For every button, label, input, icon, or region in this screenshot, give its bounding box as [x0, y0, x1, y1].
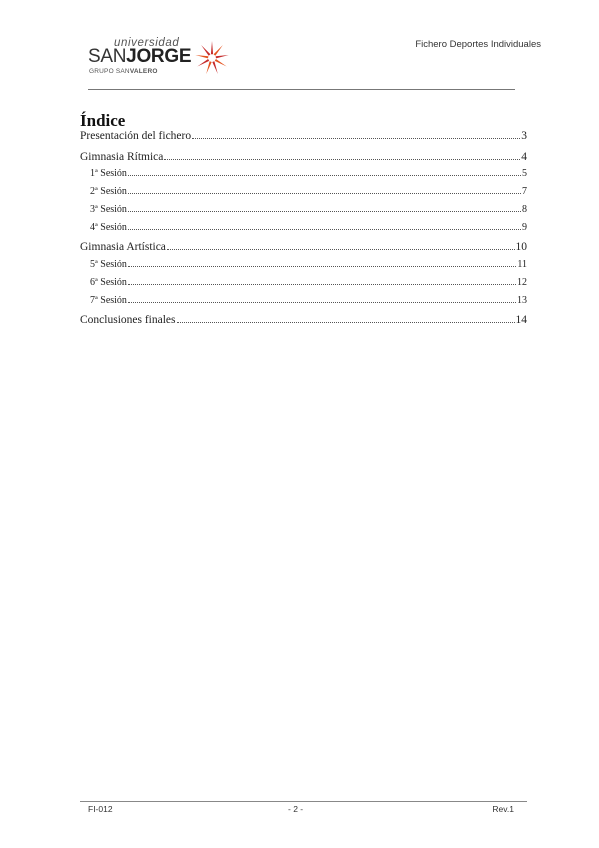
- toc-entry[interactable]: [90, 186, 527, 197]
- header-divider: [88, 89, 515, 90]
- logo-star-icon: [194, 39, 230, 77]
- toc-dot-leader: [167, 249, 515, 250]
- toc-dot-leader: [164, 159, 520, 160]
- toc-entry-page: 13: [517, 295, 527, 306]
- toc-entry-label: 5ª Sesión: [90, 259, 127, 270]
- toc-entry[interactable]: [80, 314, 527, 326]
- logo-main-text-a: SAN: [88, 46, 127, 67]
- logo-top-text: universidad: [114, 37, 180, 49]
- toc-entry-label: Gimnasia Rítmica: [80, 151, 164, 163]
- footer-page-number: - 2 -: [288, 804, 304, 814]
- toc-entry-label: Conclusiones finales: [80, 314, 176, 326]
- toc-entry-page: 9: [522, 222, 527, 233]
- toc-entry-page: 4: [521, 151, 527, 163]
- logo-sub-text-b: VALERO: [129, 68, 158, 75]
- toc-entry-label: 1ª Sesión: [90, 168, 127, 179]
- toc-entry-page: 12: [517, 277, 527, 288]
- logo-sub-text-a: GRUPO SAN: [89, 68, 130, 75]
- toc-entry-page: 10: [515, 241, 527, 253]
- toc-entry[interactable]: [90, 204, 527, 215]
- footer-revision: Rev.1: [492, 804, 514, 814]
- toc-entry-page: 7: [522, 186, 527, 197]
- logo-main-text-b: JORGE: [126, 46, 192, 67]
- toc-entry-label: 3ª Sesión: [90, 204, 127, 215]
- university-logo: [88, 37, 238, 79]
- toc-entry-label: 2ª Sesión: [90, 186, 127, 197]
- toc-dot-leader: [128, 302, 516, 303]
- toc-entry-page: 3: [521, 130, 527, 142]
- toc-dot-leader: [128, 284, 516, 285]
- toc-entry[interactable]: [90, 259, 527, 270]
- toc-dot-leader: [128, 175, 521, 176]
- toc-entry-page: 8: [522, 204, 527, 215]
- toc-entry[interactable]: [80, 151, 527, 163]
- toc-heading: Índice: [80, 111, 126, 130]
- toc-entry-page: 14: [515, 314, 527, 326]
- toc-dot-leader: [128, 211, 521, 212]
- toc-entry[interactable]: [90, 295, 527, 306]
- toc-dot-leader: [128, 266, 516, 267]
- toc-entry[interactable]: [90, 277, 527, 288]
- toc-entry-page: 5: [522, 168, 527, 179]
- toc-entry[interactable]: [90, 168, 527, 179]
- toc-dot-leader: [192, 138, 520, 139]
- toc-dot-leader: [177, 322, 515, 323]
- toc-entry[interactable]: [80, 241, 527, 253]
- toc-entry-label: Presentación del fichero: [80, 130, 192, 142]
- toc-entry-label: 7ª Sesión: [90, 295, 127, 306]
- toc-entry-page: 11: [517, 259, 527, 270]
- logo-sub-text: [89, 68, 158, 75]
- footer-document-code: FI-012: [88, 804, 113, 814]
- footer-divider: [80, 801, 527, 802]
- toc-entry-label: 4ª Sesión: [90, 222, 127, 233]
- toc-dot-leader: [128, 193, 521, 194]
- toc-entry-label: 6ª Sesión: [90, 277, 127, 288]
- toc-entry[interactable]: [90, 222, 527, 233]
- toc-dot-leader: [128, 229, 521, 230]
- toc-entry[interactable]: [80, 130, 527, 142]
- logo-main-text: [88, 46, 191, 68]
- toc-entry-label: Gimnasia Artística: [80, 241, 166, 253]
- header-title: Fichero Deportes Individuales: [415, 39, 541, 50]
